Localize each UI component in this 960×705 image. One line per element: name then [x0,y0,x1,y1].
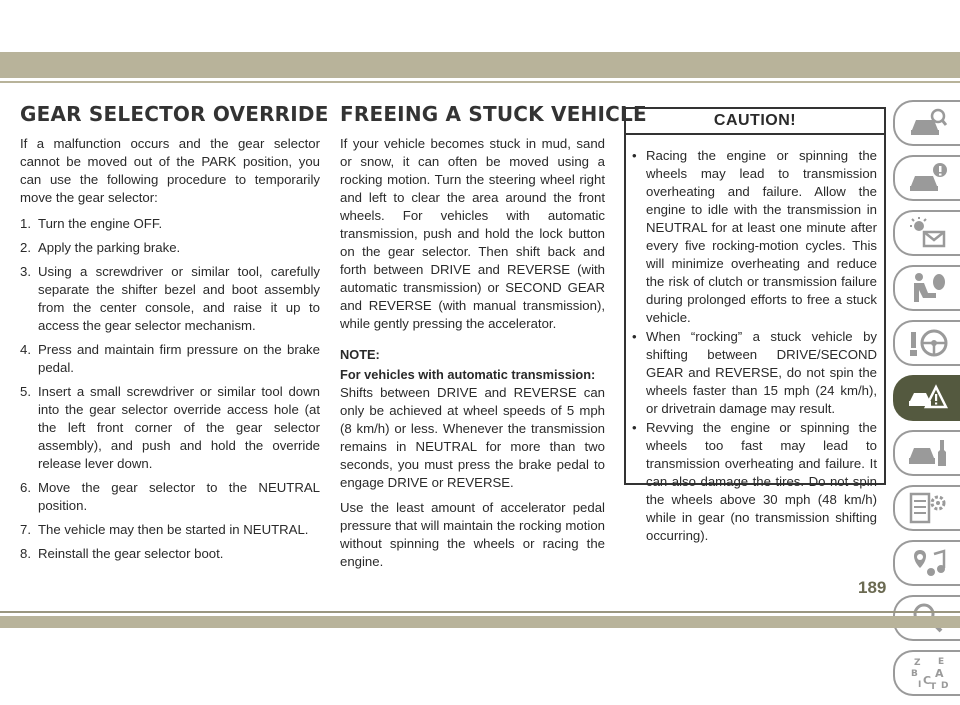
tab-instrument-panel[interactable] [893,210,960,256]
index-letter: D [940,681,948,690]
maintenance-specs-icon [908,491,948,525]
car-service-icon [908,436,948,470]
note-subheading: For vehicles with automatic transmission: [340,367,596,382]
car-search-icon [908,106,948,140]
step-number: 1. [20,216,31,231]
step-number: 5. [20,384,31,399]
step-number: 7. [20,522,31,537]
tab-getting-to-know-vehicle[interactable] [893,100,960,146]
step-text: Apply the parking brake. [38,240,181,255]
note-text: Shifts between DRIVE and REVERSE can only be achieved at wheel speeds of 5 mph (8 km/h) or less. Whenever the transmission remains in NEUTRAL for more than two seconds, you must press the brake pedal to engage DRIVE or REVERSE. [340,385,605,490]
index-letter: E [937,657,944,667]
intro-paragraph: If a malfunction occurs and the gear selector cannot be moved out of the PARK position, you can use the following procedure to temporarily move the gear selector: [20,136,320,205]
tab-starting-operating[interactable] [893,320,960,366]
airbag-safety-icon [908,271,948,305]
step-number: 6. [20,480,31,495]
top-decorative-band [0,52,960,78]
bottom-divider [0,611,960,613]
index-letter: Z [913,658,921,668]
step-item [20,215,320,233]
index-letter: I [917,680,921,690]
tab-in-case-of-emergency[interactable] [893,375,960,421]
caution-text: When “rocking” a stuck vehicle by shifting between DRIVE/SECOND GEAR and REVERSE, do not spin the wheels faster than 15 mph (24 km/h), or drivetrain damage may result. [646,329,877,416]
steering-wheel-icon [908,326,948,360]
step-text: Using a screwdriver or similar tool, carefully separate the shifter bezel and boot assembly from the center console, and raise it up to access the gear selector mechanism. [38,264,320,333]
car-info-icon [908,161,948,195]
step-number: 3. [20,264,31,279]
step-text: Press and maintain firm pressure on the brake pedal. [38,342,320,375]
rocking-paragraph: If your vehicle becomes stuck in mud, sand or snow, it can often be moved using a rocking motion. Turn the steering wheel right and left to clear the area around the front wheels. For vehicles with automatic transmission, push and hold the lock button on the gear selector. Then shift back and forth between DRIVE and REVERSE (with automatic transmission) or SECOND GEAR and REVERSE (with manual transmission), while gently pressing the accelerator. [340,136,605,331]
caution-text: Racing the engine or spinning the wheels may lead to transmission overheating and failure. Allow the engine to idle with the transmission in NEUTRAL for at least one minute after every five rocking-motion cycles. This will minimize overheating and reduce the risk of clutch or transmission failure during prolonged efforts to free a stuck vehicle. [646,148,877,325]
bullet: • [632,148,637,163]
freeing-stuck-vehicle-heading: FREEING A STUCK VEHICLE [340,102,647,126]
step-item [20,545,320,563]
index-letter: B [910,669,918,679]
step-number: 4. [20,342,31,357]
multimedia-icon [908,546,948,580]
chapter-tabs [893,100,960,705]
left-column [20,135,320,569]
warning-lights-icon [908,216,948,250]
emergency-car-icon [908,381,948,415]
step-item [20,479,320,515]
bullet: • [632,329,637,344]
step-item [20,341,320,377]
tab-safety[interactable] [893,265,960,311]
index-letter: C [922,674,931,687]
index-letter: T [929,682,936,690]
index-letters-icon [908,656,948,690]
step-text: Move the gear selector to the NEUTRAL position. [38,480,320,513]
caution-item [632,147,877,327]
index-letter: A [934,667,944,680]
note-label: NOTE: [340,347,380,362]
bullet: • [632,420,637,435]
caution-box [624,107,886,543]
tab-servicing-maintenance[interactable] [893,430,960,476]
tab-index[interactable] [893,650,960,696]
gear-selector-override-heading: GEAR SELECTOR OVERRIDE [20,102,329,126]
tab-vehicle-info[interactable] [893,155,960,201]
top-divider [0,81,960,83]
step-text: The vehicle may then be started in NEUTRAL. [38,522,309,537]
page-number: 189 [858,578,887,597]
caution-title: CAUTION! [626,109,884,135]
tab-technical-specs[interactable] [893,485,960,531]
bottom-decorative-band [0,616,960,628]
tab-multimedia[interactable] [893,540,960,586]
step-item [20,263,320,335]
step-text: Reinstall the gear selector boot. [38,546,224,561]
procedure-steps [20,215,320,563]
step-item [20,239,320,257]
middle-column [340,135,605,578]
accelerator-paragraph: Use the least amount of accelerator pedal pressure that will maintain the rocking motion without spinning the wheels or racing the engine. [340,500,605,569]
caution-list [626,147,884,545]
caution-text: Revving the engine or spinning the wheels too fast may lead to transmission overheating and failure. It can also damage the tires. Do not spin the wheels above 30 mph (48 km/h) while in gear (no transmission shifting occurring). [646,420,877,543]
step-text: Turn the engine OFF. [38,216,163,231]
step-item [20,383,320,473]
caution-item [632,328,877,418]
step-item [20,521,320,539]
step-number: 8. [20,546,31,561]
step-text: Insert a small screwdriver or similar tool down into the gear selector override access hole (at the left front corner of the gear selector assembly), and push and hold the override release lever down. [38,384,320,471]
step-number: 2. [20,240,31,255]
caution-item [632,419,877,545]
